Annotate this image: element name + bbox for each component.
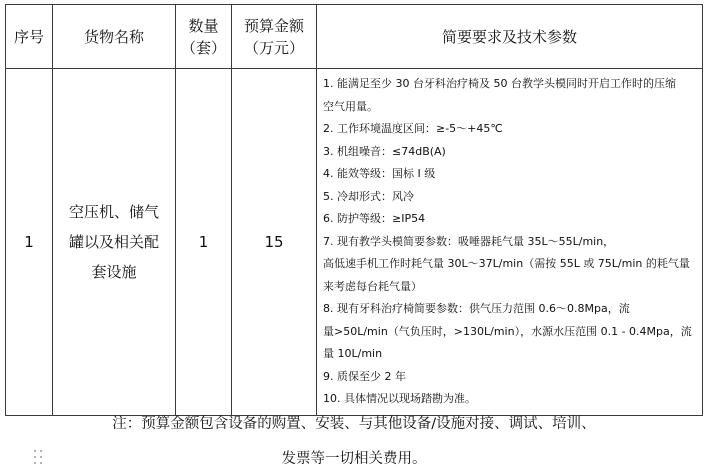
header-quantity-unit: （套） <box>180 38 226 57</box>
header-budget-unit: （万元） <box>243 38 304 57</box>
budget-note-line-2: 发票等一切相关费用。 <box>281 451 427 467</box>
header-index: 序号 <box>6 5 53 69</box>
table-row <box>6 69 703 416</box>
requirement-line: 1. 能满足至少 30 台牙科治疗椅及 50 台教学头模同时开启工作时的压缩 <box>323 77 676 90</box>
goods-name-line: 空压机、储气 <box>68 202 159 221</box>
requirement-line: 4. 能效等级：国标 I 级 <box>323 167 436 180</box>
header-budget <box>232 5 317 69</box>
header-budget-label: 预算金额 <box>243 16 304 35</box>
cell-goods-name <box>53 69 176 416</box>
cell-index: 1 <box>6 69 53 416</box>
goods-name-line: 罐以及相关配 <box>68 232 159 251</box>
cell-requirements <box>317 69 703 416</box>
requirement-line: 10. 具体情况以现场踏勘为准。 <box>323 392 476 405</box>
header-quantity <box>176 5 232 69</box>
header-quantity-label: 数量 <box>188 16 219 35</box>
requirement-line: 量 10L/min <box>323 347 383 360</box>
requirement-line: 2. 工作环境温度区间：≥-5～+45℃ <box>323 122 503 135</box>
requirement-line: 3. 机组噪音：≤74dB(A) <box>323 144 446 158</box>
requirement-line: 6. 防护等级：≥IP54 <box>323 212 426 225</box>
cell-budget: 15 <box>232 69 317 416</box>
procurement-table <box>5 4 703 416</box>
budget-note-line-1: 注：预算金额包含设备的购置、安装、与其他设备/设施对接、调试、培训、 <box>112 416 596 432</box>
requirement-line: 7. 现有教学头模简要参数：吸唾器耗气量 35L～55L/min， <box>323 234 615 248</box>
requirement-line: 9. 质保至少 2 年 <box>323 369 406 383</box>
table-header-row <box>6 5 703 69</box>
requirement-line: 8. 现有牙科治疗椅简要参数：供气压力范围 0.6～0.8Mpa，流 <box>323 302 630 315</box>
header-goods-name: 货物名称 <box>53 5 176 69</box>
cell-quantity: 1 <box>176 69 232 416</box>
requirement-line: 量>50L/min（气负压时，>130L/min），水源水压范围 0.1 - 0.4Mpa，流 <box>323 324 692 338</box>
requirement-line: 5. 冷却形式：风冷 <box>323 189 414 203</box>
goods-name-line: 套设施 <box>91 262 137 281</box>
requirement-line: 高低速手机工作时耗气量 30L～37L/min（需按 55L 或 75L/min 的耗气量 <box>323 257 690 270</box>
header-requirements: 简要要求及技术参数 <box>317 5 703 69</box>
requirement-line: 空气用量。 <box>323 99 378 113</box>
requirement-line: 来考虑每台耗气量） <box>323 279 422 293</box>
